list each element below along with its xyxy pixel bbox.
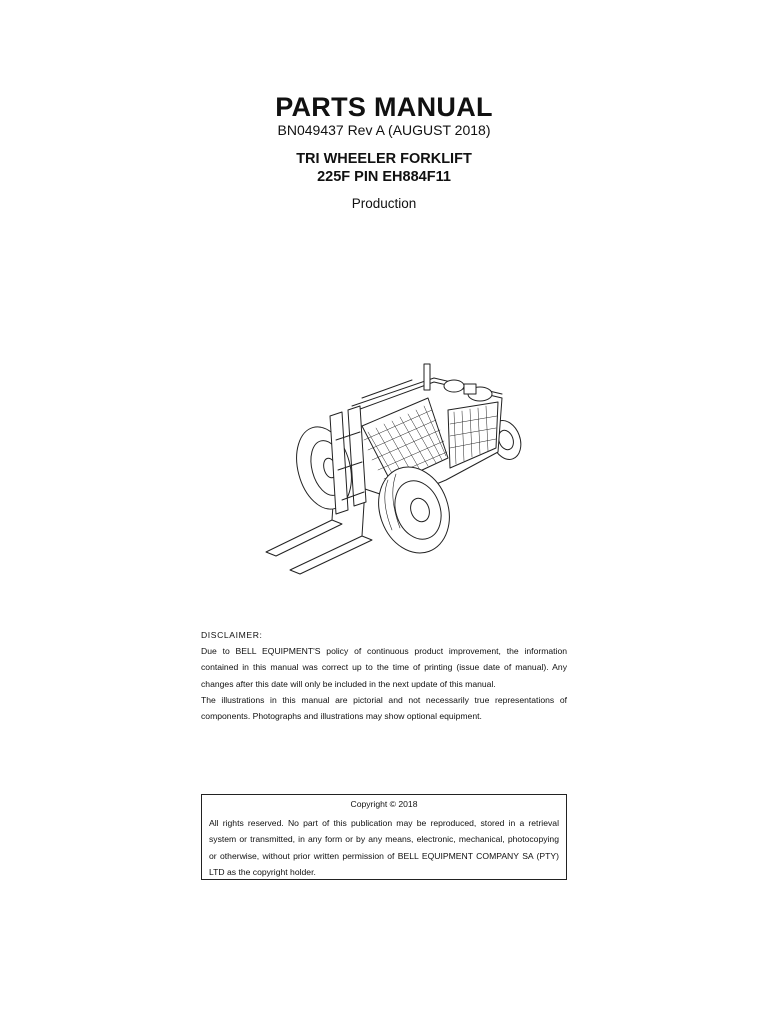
document-number: BN049437 Rev A (AUGUST 2018) — [277, 122, 491, 138]
forklift-illustration — [202, 340, 566, 585]
copyright-box — [201, 794, 567, 880]
disclaimer-section — [201, 627, 567, 724]
product-name: TRI WHEELER FORKLIFT — [296, 151, 472, 167]
disclaimer-paragraph-2: The illustrations in this manual are pictorial and not necessarily true representations of components. Photographs and illustrations may show optional equipment. — [201, 694, 567, 722]
disclaimer-heading: DISCLAIMER: — [201, 630, 263, 640]
product-model-pin: 225F PIN EH884F11 — [317, 169, 451, 185]
production-label: Production — [351, 196, 417, 211]
copyright-heading: Copyright © 2018 — [350, 799, 418, 809]
disclaimer-paragraph-1: Due to BELL EQUIPMENT'S policy of continuous product improvement, the information contained in this manual was correct up to the time of printing (issue date of manual). Any changes after this date will only be included in the next update of this manual. — [201, 646, 567, 689]
manual-title: PARTS MANUAL — [275, 92, 493, 122]
copyright-notice: All rights reserved. No part of this publication may be reproduced, stored in a retrieval system or transmitted, in any form or by any means, electronic, mechanical, photocopying or otherwise, without prior written permission of BELL EQUIPMENT COMPANY SA (PTY) LTD as the copyright holder. — [209, 818, 559, 877]
